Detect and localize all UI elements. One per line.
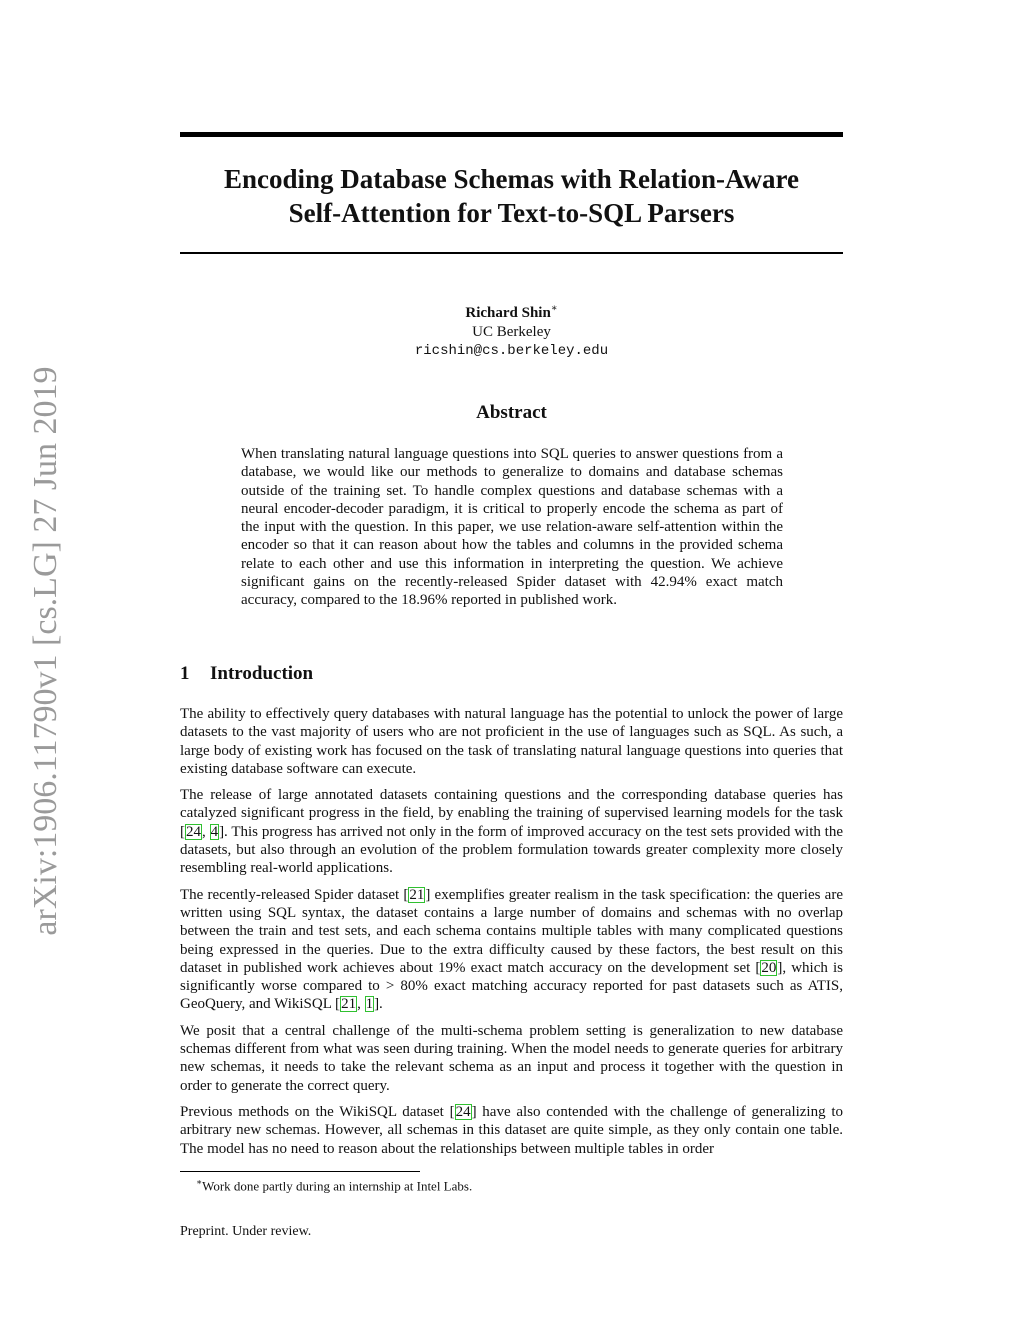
text-run: , — [202, 823, 210, 840]
citation-link[interactable]: 24 — [186, 823, 201, 840]
section-title: Introduction — [210, 663, 314, 684]
paper-title — [180, 162, 843, 230]
citation-link[interactable]: 4 — [210, 823, 219, 840]
intro-paragraph-2 — [180, 786, 843, 877]
text-run: Previous methods on the WikiSQL dataset [ — [180, 1103, 455, 1120]
title-line-2: Self-Attention for Text-to-SQL Parsers — [288, 198, 735, 228]
footnote-rule — [180, 1171, 420, 1172]
intro-paragraph-4: We posit that a central challenge of the multi-schema problem setting is generalization to new database schemas different from what was seen during training. When the model needs to generate queries for arbitrary new schemas, it needs to take the relevant schema as an input and process it together with the question in order to generate the correct query. — [180, 1022, 843, 1094]
author-affiliation: UC Berkeley — [472, 324, 551, 340]
intro-paragraph-1: The ability to effectively query databases with natural language has the potential to unlock the power of large datasets to the vast majority of users who are not proficient in the use of languages such as SQL. As such, a large body of existing work has focused on the task of translating natural language questions into queries that existing database software can execute. — [180, 706, 843, 777]
citation-link[interactable]: 21 — [341, 996, 357, 1013]
citation-link[interactable]: 20 — [761, 959, 777, 976]
footnote-mark: ∗ — [196, 1177, 203, 1187]
text-run: The release of large annotated datasets containing questions and the corresponding database queries has catalyzed significant progress in the field, by enabling the training of supervised learning models for the task [ — [180, 787, 843, 840]
intro-paragraph-3 — [180, 886, 843, 1014]
author-name-text: Richard Shin — [465, 305, 551, 321]
text-run: ] exemplifies greater realism in the task specification: the queries are written using SQL syntax, the dataset contains a large number of domains and schemas with no overlap between the train and test sets, and each schema contains multiple tables with many complicated questions being expressed in the queries. Due to the extra difficulty caused by these factors, the best result on this dataset in published work achieves about 19% exact match accuracy on the development set [ — [180, 886, 843, 976]
author-footnote-mark: ∗ — [550, 303, 558, 314]
title-top-rule — [180, 132, 843, 137]
citation-link[interactable]: 21 — [409, 886, 425, 903]
text-run: ], which is significantly worse compared to > 80% exact matching accuracy reported for past datasets such as ATIS, GeoQuery, and WikiSQL [ — [180, 959, 843, 1013]
author-email[interactable]: ricshin@cs.berkeley.edu — [414, 343, 609, 359]
preprint-notice: Preprint. Under review. — [180, 1224, 312, 1239]
introduction-body — [180, 705, 843, 1166]
section-number: 1 — [180, 663, 190, 684]
intro-paragraph-5 — [180, 1103, 843, 1158]
text-run: ]. This progress has arrived not only in the form of improved accuracy on the test sets provided with the datasets, but also through an evolution of the problem formulation towards greater complexity more closely resembling real-world applications. — [180, 823, 844, 877]
author-name — [180, 299, 843, 323]
abstract-body: When translating natural language questions into SQL queries to answer questions from a database, we would like our methods to generalize to domains and database schemas outside of the training set. To handle complex questions and database schemas with a neural encoder-decoder paradigm, it is critical to properly encode the schema as part of the input with the question. In this paper, we use relation-aware self-attention within the encoder so that it can reason about how the tables and columns in the provided schema relate to each other and use this information in interpreting the question. We achieve significant gains on the recently-released Spider dataset with 42.94% exact match accuracy, compared to the 18.96% reported in published work. — [241, 446, 783, 609]
text-run: ]. — [374, 996, 383, 1013]
text-run: ] have also contended with the challenge of generalizing to arbitrary new schemas. However, all schemas in this dataset are quite simple, as they only contain one table. The model has no need to reason about the relationships between multiple tables in order — [180, 1103, 843, 1157]
citation-link[interactable]: 1 — [365, 996, 374, 1013]
text-run: , — [357, 996, 365, 1013]
footnote — [196, 1177, 472, 1194]
title-line-1: Encoding Database Schemas with Relation-Aware — [223, 164, 799, 194]
footnote-text: Work done partly during an internship at Intel Labs. — [202, 1178, 473, 1194]
section-heading — [180, 663, 313, 685]
arxiv-stamp: arXiv:1906.11790v1 [cs.LG] 27 Jun 2019 — [27, 366, 64, 936]
author-block — [180, 299, 843, 361]
title-bottom-rule — [180, 252, 843, 254]
abstract-heading: Abstract — [476, 402, 547, 423]
text-run: The recently-released Spider dataset [ — [180, 886, 409, 903]
citation-link[interactable]: 24 — [455, 1103, 471, 1120]
